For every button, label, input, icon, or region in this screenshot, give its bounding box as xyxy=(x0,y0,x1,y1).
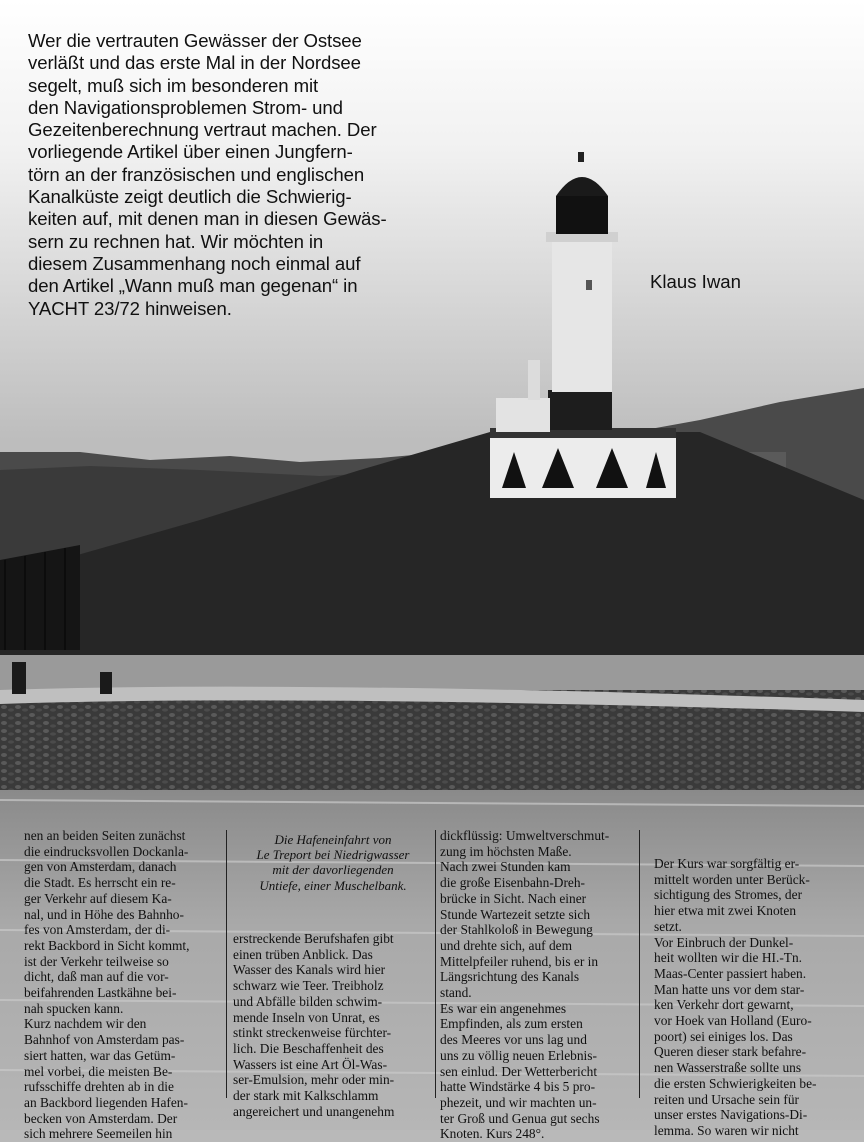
article-column-1 xyxy=(24,828,220,1142)
column-line: stand. xyxy=(440,985,472,1001)
column-line: sichtigung des Stromes, der xyxy=(654,887,803,903)
column-line: dicht, daß man auf die vor- xyxy=(24,969,169,985)
intro-line: sern zu rechnen hat. Wir möchten in xyxy=(28,230,324,252)
column-line: mittelt worden unter Berück- xyxy=(654,871,810,887)
column-line: Kurz nachdem wir den xyxy=(24,1016,147,1032)
column-line: heit wollten wir die HI.-Tn. xyxy=(654,950,803,966)
column-body xyxy=(233,931,394,1119)
intro-line: segelt, muß sich im besonderen mit xyxy=(28,74,319,96)
column-line: becken von Amsterdam. Der xyxy=(24,1110,178,1126)
column-line: poort) sei einiges los. Das xyxy=(654,1028,793,1044)
column-line: angereichert und unangenehm xyxy=(233,1103,395,1119)
column-line: rekt Backbord in Sicht kommt, xyxy=(24,937,190,953)
column-line: und drehte sich, auf dem xyxy=(440,937,573,953)
author-name: Klaus Iwan xyxy=(650,271,741,292)
column-line: sich mehrere Seemeilen hin xyxy=(24,1126,173,1142)
column-line: Queren dieser stark befahre- xyxy=(654,1044,807,1060)
column-line: dickflüssig: Umweltverschmut- xyxy=(440,828,610,843)
column-line: fes von Amsterdam, der di- xyxy=(24,922,171,938)
column-line: an Backbord liegenden Hafen- xyxy=(24,1094,188,1110)
column-line: mende Inseln von Unrat, es xyxy=(233,1009,380,1025)
column-line: Wassers ist eine Art Öl-Was- xyxy=(233,1056,388,1072)
column-line: unser erstes Navigations-Di- xyxy=(654,1107,808,1123)
column-line: ist der Verkehr teilweise so xyxy=(24,953,169,969)
caption-line: Untiefe, einer Muschelbank. xyxy=(259,877,407,893)
intro-text xyxy=(28,30,438,320)
column-line: lemma. So waren wir nicht xyxy=(654,1122,799,1138)
column-line: der stark mit Kalkschlamm xyxy=(233,1088,379,1104)
column-line: der Stahlkoloß in Bewegung xyxy=(440,922,593,938)
column-line: die Stadt. Es herrscht ein re- xyxy=(24,875,176,891)
column-line: des Meeres vor uns lag und xyxy=(440,1032,587,1048)
article-column-2 xyxy=(233,828,433,1119)
column-line: ter Groß und Genua gut sechs xyxy=(440,1110,600,1126)
column-line: hier etwa mit zwei Knoten xyxy=(654,903,797,919)
column-line: die ersten Schwierigkeiten be- xyxy=(654,1075,817,1091)
intro-line: keiten auf, mit denen man in diesen Gewäs- xyxy=(28,208,387,230)
column-line: beifahrenden Lastkähne bei- xyxy=(24,985,177,1001)
intro-line: den Navigationsproblemen Strom- und xyxy=(28,96,343,118)
column-line: hatte Windstärke 4 bis 5 pro- xyxy=(440,1079,596,1095)
column-line: siert hatten, war das Getüm- xyxy=(24,1047,176,1063)
column-line: phezeit, und wir machten un- xyxy=(440,1094,597,1110)
column-line: die eindrucksvollen Dockanla- xyxy=(24,843,189,859)
column-line: Es war ein angenehmes xyxy=(440,1000,567,1016)
column-line: nen Wasserstraße sollte uns xyxy=(654,1060,802,1076)
column-line: stinkt streckenweise fürchter- xyxy=(233,1025,392,1041)
column-line: Knoten. Kurs 248°. xyxy=(440,1126,545,1142)
column-line: Wasser des Kanals wird hier xyxy=(233,962,386,978)
column-line: lich. Die Beschaffenheit des xyxy=(233,1040,384,1056)
column-body xyxy=(654,856,817,1139)
column-line: einen trüben Anblick. Das xyxy=(233,946,373,962)
intro-line: YACHT 23/72 hinweisen. xyxy=(28,297,232,319)
column-line: schwarz wie Teer. Treibholz xyxy=(233,978,384,994)
intro-line: verläßt und das erste Mal in der Nordsee xyxy=(28,52,361,74)
column-line: ger Verkehr auf diesem Ka- xyxy=(24,890,172,906)
article-column-3 xyxy=(440,828,636,1142)
column-line: zung im höchsten Maße. xyxy=(440,843,572,859)
column-line: nal, und in Höhe des Bahnho- xyxy=(24,906,184,922)
column-line: setzt. xyxy=(654,918,682,934)
column-line: Mittelpfeiler ruhend, bis er in xyxy=(440,953,599,969)
intro-line: vorliegende Artikel über einen Jungfern- xyxy=(28,141,353,163)
column-line: sen einlud. Der Wetterbericht xyxy=(440,1063,598,1079)
column-line: uns zu völlig neuen Erlebnis- xyxy=(440,1047,597,1063)
intro-line: diesem Zusammenhang noch einmal auf xyxy=(28,252,361,274)
column-line: brücke in Sicht. Nach einer xyxy=(440,890,587,906)
column-line: reiten und Ursache sein für xyxy=(654,1091,800,1107)
column-line: gen von Amsterdam, danach xyxy=(24,859,177,875)
column-line: ser-Emulsion, mehr oder min- xyxy=(233,1072,395,1088)
column-line: mel vorbei, die meisten Be- xyxy=(24,1063,173,1079)
column-line: Empfinden, als zum ersten xyxy=(440,1016,583,1032)
column-line: nen an beiden Seiten zunächst xyxy=(24,828,186,843)
column-rule xyxy=(639,830,640,1098)
column-line: Vor Einbruch der Dunkel- xyxy=(654,934,794,950)
column-line: vor Hoek van Holland (Euro- xyxy=(654,1013,812,1029)
column-line: Bahnhof von Amsterdam pas- xyxy=(24,1032,185,1048)
column-line: Längsrichtung des Kanals xyxy=(440,969,580,985)
column-line: Der Kurs war sorgfältig er- xyxy=(654,856,800,871)
intro-line: Gezeitenberechnung vertraut machen. Der xyxy=(28,119,377,141)
column-line: Stunde Wartezeit setzte sich xyxy=(440,906,591,922)
column-line: Man hatte uns vor dem star- xyxy=(654,981,805,997)
caption-line: Le Treport bei Niedrigwasser xyxy=(256,847,410,863)
column-line: die große Eisenbahn-Dreh- xyxy=(440,875,586,891)
intro-line: Wer die vertrauten Gewässer der Ostsee xyxy=(28,30,362,51)
caption-line: Die Hafeneinfahrt von xyxy=(274,832,392,847)
column-line: ken Verkehr dort gewarnt, xyxy=(654,997,794,1013)
column-line: und Abfälle bilden schwim- xyxy=(233,993,383,1009)
intro-line: Kanalküste zeigt deutlich die Schwierig- xyxy=(28,186,352,208)
column-line: nah spucken kann. xyxy=(24,1000,124,1016)
intro-line: den Artikel „Wann muß man gegenan“ in xyxy=(28,275,358,297)
column-rule xyxy=(226,830,227,1098)
article-column-4 xyxy=(646,828,842,1138)
column-line: rufsschiffe drehten ab in die xyxy=(24,1079,174,1095)
column-line: Nach zwei Stunden kam xyxy=(440,859,571,875)
column-rule xyxy=(435,830,436,1098)
column-line: erstreckende Berufshafen gibt xyxy=(233,931,394,946)
caption-line: mit der davorliegenden xyxy=(272,862,394,878)
intro-line: törn an der französischen und englischen xyxy=(28,163,365,185)
column-line: Maas-Center passiert haben. xyxy=(654,965,807,981)
